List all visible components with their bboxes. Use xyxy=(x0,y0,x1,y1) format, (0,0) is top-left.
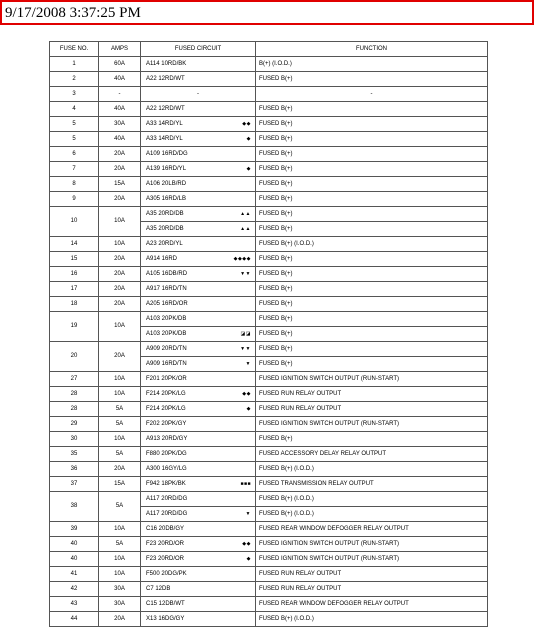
table-row xyxy=(50,132,488,147)
option-symbol-icon: ▼▼ xyxy=(240,345,251,352)
circuit-code: A106 20LB/RD xyxy=(146,180,187,187)
function-cell: FUSED B(+) xyxy=(256,132,488,147)
function-cell: FUSED B(+) xyxy=(256,162,488,177)
amps-cell: 10A xyxy=(99,432,141,447)
fuse-number-cell: 8 xyxy=(50,177,99,192)
function-cell: FUSED RUN RELAY OUTPUT xyxy=(256,402,488,417)
fused-circuit-cell xyxy=(141,492,256,507)
circuit-code: F23 20RD/OR xyxy=(146,555,185,562)
table-row xyxy=(50,462,488,477)
function-cell: FUSED B(+) xyxy=(256,327,488,342)
table-header-row xyxy=(50,42,488,57)
function-cell: FUSED REAR WINDOW DEFOGGER RELAY OUTPUT xyxy=(256,597,488,612)
amps-cell: 20A xyxy=(99,462,141,477)
amps-cell: 40A xyxy=(99,102,141,117)
circuit-code: A117 20RD/DG xyxy=(146,495,188,502)
fuse-number-cell: 42 xyxy=(50,582,99,597)
circuit-code: A33 14RD/YL xyxy=(146,135,183,142)
function-cell: FUSED B(+) (I.O.D.) xyxy=(256,462,488,477)
amps-cell: 30A xyxy=(99,117,141,132)
table-row xyxy=(50,402,488,417)
amps-cell: 20A xyxy=(99,162,141,177)
fuse-number-cell: 28 xyxy=(50,387,99,402)
fused-circuit-cell: - xyxy=(141,87,256,102)
amps-cell: 10A xyxy=(99,207,141,237)
fuse-number-cell: 38 xyxy=(50,492,99,522)
circuit-code: A22 12RD/WT xyxy=(146,105,185,112)
table-row xyxy=(50,72,488,87)
function-cell: FUSED B(+) xyxy=(256,177,488,192)
table-row xyxy=(50,522,488,537)
fuse-number-cell: 9 xyxy=(50,192,99,207)
header-amps: AMPS xyxy=(99,42,141,57)
circuit-code: A909 16RD/TN xyxy=(146,360,187,367)
option-symbol-icon: ▼ xyxy=(245,510,251,517)
table-row xyxy=(50,192,488,207)
circuit-code: A103 20PK/DB xyxy=(146,330,187,337)
fused-circuit-cell xyxy=(141,462,256,477)
fused-circuit-cell xyxy=(141,537,256,552)
table-row xyxy=(50,207,488,222)
fuse-number-cell: 44 xyxy=(50,612,99,627)
amps-cell: 20A xyxy=(99,147,141,162)
amps-cell: 20A xyxy=(99,297,141,312)
amps-cell: 20A xyxy=(99,342,141,372)
function-cell: FUSED B(+) (I.O.D.) xyxy=(256,507,488,522)
circuit-code: F880 20PK/DG xyxy=(146,450,187,457)
fused-circuit-cell xyxy=(141,147,256,162)
function-cell: FUSED B(+) xyxy=(256,192,488,207)
function-cell: FUSED B(+) (I.O.D.) xyxy=(256,492,488,507)
circuit-code: F23 20RD/OR xyxy=(146,540,185,547)
function-cell: FUSED REAR WINDOW DEFOGGER RELAY OUTPUT xyxy=(256,522,488,537)
function-cell: FUSED B(+) xyxy=(256,342,488,357)
circuit-code: A35 20RD/DB xyxy=(146,210,184,217)
fused-circuit-cell xyxy=(141,432,256,447)
amps-cell: 10A xyxy=(99,372,141,387)
circuit-code: A139 16RD/YL xyxy=(146,165,187,172)
circuit-code: C15 12DB/WT xyxy=(146,600,185,607)
header-fused-circuit: FUSED CIRCUIT xyxy=(141,42,256,57)
table-row xyxy=(50,342,488,357)
table-row xyxy=(50,102,488,117)
circuit-code: C7 12DB xyxy=(146,585,171,592)
circuit-code: A909 20RD/TN xyxy=(146,345,187,352)
function-cell: - xyxy=(256,87,488,102)
fused-circuit-cell xyxy=(141,447,256,462)
fused-circuit-cell xyxy=(141,597,256,612)
fuse-number-cell: 43 xyxy=(50,597,99,612)
table-row xyxy=(50,447,488,462)
amps-cell: 15A xyxy=(99,177,141,192)
amps-cell: 20A xyxy=(99,192,141,207)
function-cell: FUSED RUN RELAY OUTPUT xyxy=(256,387,488,402)
circuit-code: A913 20RD/GY xyxy=(146,435,188,442)
function-cell: FUSED B(+) (I.O.D.) xyxy=(256,612,488,627)
circuit-code: A305 16RD/LB xyxy=(146,195,187,202)
function-cell: FUSED B(+) xyxy=(256,102,488,117)
circuit-code: A109 16RD/DG xyxy=(146,150,188,157)
table-row xyxy=(50,312,488,327)
fuse-number-cell: 5 xyxy=(50,117,99,132)
fuse-number-cell: 5 xyxy=(50,132,99,147)
function-cell: FUSED B(+) xyxy=(256,252,488,267)
function-cell: FUSED B(+) xyxy=(256,117,488,132)
amps-cell: 20A xyxy=(99,252,141,267)
fuse-number-cell: 16 xyxy=(50,267,99,282)
amps-cell: 30A xyxy=(99,582,141,597)
amps-cell: 20A xyxy=(99,267,141,282)
amps-cell: 10A xyxy=(99,522,141,537)
circuit-code: A35 20RD/DB xyxy=(146,225,184,232)
amps-cell: 10A xyxy=(99,552,141,567)
table-row xyxy=(50,372,488,387)
circuit-code: A33 14RD/YL xyxy=(146,120,183,127)
amps-cell: 10A xyxy=(99,567,141,582)
timestamp-text: 9/17/2008 3:37:25 PM xyxy=(5,5,141,21)
function-cell: FUSED RUN RELAY OUTPUT xyxy=(256,582,488,597)
function-cell: B(+) (I.O.D.) xyxy=(256,57,488,72)
fuse-number-cell: 39 xyxy=(50,522,99,537)
fused-circuit-cell xyxy=(141,552,256,567)
fused-circuit-cell xyxy=(141,102,256,117)
circuit-code: A917 16RD/TN xyxy=(146,285,187,292)
function-cell: FUSED IGNITION SWITCH OUTPUT (RUN-START) xyxy=(256,417,488,432)
option-symbol-icon: ◪◪ xyxy=(240,330,251,337)
function-cell: FUSED IGNITION SWITCH OUTPUT (RUN-START) xyxy=(256,537,488,552)
timestamp-bar xyxy=(0,0,534,25)
fuse-number-cell: 6 xyxy=(50,147,99,162)
table-row xyxy=(50,417,488,432)
amps-cell: 15A xyxy=(99,477,141,492)
circuit-code: A103 20PK/DB xyxy=(146,315,187,322)
fused-circuit-cell xyxy=(141,222,256,237)
amps-cell: 30A xyxy=(99,597,141,612)
circuit-code: A105 16DB/RD xyxy=(146,270,188,277)
fused-circuit-cell xyxy=(141,387,256,402)
fuse-number-cell: 7 xyxy=(50,162,99,177)
circuit-code: F942 18PK/BK xyxy=(146,480,186,487)
fused-circuit-cell xyxy=(141,582,256,597)
table-row xyxy=(50,387,488,402)
fused-circuit-cell xyxy=(141,507,256,522)
circuit-code: F500 20DG/PK xyxy=(146,570,187,577)
fuse-number-cell: 10 xyxy=(50,207,99,237)
fuse-number-cell: 19 xyxy=(50,312,99,342)
table-row xyxy=(50,267,488,282)
fused-circuit-cell xyxy=(141,567,256,582)
amps-cell: 5A xyxy=(99,447,141,462)
circuit-code: A22 12RD/WT xyxy=(146,75,185,82)
circuit-code: F214 20PK/LG xyxy=(146,390,186,397)
table-row xyxy=(50,237,488,252)
fuse-number-cell: 3 xyxy=(50,87,99,102)
table-row xyxy=(50,282,488,297)
table-row xyxy=(50,162,488,177)
fused-circuit-cell xyxy=(141,402,256,417)
function-cell: FUSED IGNITION SWITCH OUTPUT (RUN-START) xyxy=(256,552,488,567)
option-symbol-icon: ◆◆ xyxy=(242,120,251,127)
function-cell: FUSED B(+) xyxy=(256,222,488,237)
circuit-code: A205 16RD/OR xyxy=(146,300,188,307)
table-row xyxy=(50,567,488,582)
fuse-number-cell: 40 xyxy=(50,552,99,567)
option-symbol-icon: ◆◆◆◆ xyxy=(233,255,251,262)
fused-circuit-cell xyxy=(141,372,256,387)
fuse-number-cell: 41 xyxy=(50,567,99,582)
fuse-number-cell: 29 xyxy=(50,417,99,432)
circuit-code: F202 20PK/GY xyxy=(146,420,187,427)
function-cell: FUSED B(+) (I.O.D.) xyxy=(256,237,488,252)
circuit-code: A117 20RD/DG xyxy=(146,510,188,517)
fused-circuit-cell xyxy=(141,612,256,627)
amps-cell: 5A xyxy=(99,537,141,552)
fused-circuit-cell xyxy=(141,132,256,147)
option-symbol-icon: ◆ xyxy=(246,405,251,412)
option-symbol-icon: ■■■ xyxy=(240,480,251,487)
table-row xyxy=(50,582,488,597)
circuit-code: A300 16GY/LG xyxy=(146,465,187,472)
table-row xyxy=(50,492,488,507)
fuse-number-cell: 15 xyxy=(50,252,99,267)
function-cell: FUSED B(+) xyxy=(256,357,488,372)
fused-circuit-cell xyxy=(141,342,256,357)
option-symbol-icon: ◆◆ xyxy=(242,540,251,547)
amps-cell: 5A xyxy=(99,417,141,432)
fused-circuit-cell xyxy=(141,417,256,432)
option-symbol-icon: ◆◆ xyxy=(242,390,251,397)
table-row xyxy=(50,252,488,267)
table-row xyxy=(50,537,488,552)
fused-circuit-cell xyxy=(141,327,256,342)
fused-circuit-cell xyxy=(141,267,256,282)
fuse-number-cell: 37 xyxy=(50,477,99,492)
function-cell: FUSED B(+) xyxy=(256,147,488,162)
circuit-code: A914 16RD xyxy=(146,255,178,262)
table-row xyxy=(50,432,488,447)
table-row xyxy=(50,297,488,312)
function-cell: FUSED B(+) xyxy=(256,282,488,297)
function-cell: FUSED TRANSMISSION RELAY OUTPUT xyxy=(256,477,488,492)
header-function: FUNCTION xyxy=(256,42,488,57)
fuse-table-body xyxy=(50,57,488,627)
fused-circuit-cell xyxy=(141,162,256,177)
amps-cell: 5A xyxy=(99,402,141,417)
fused-circuit-cell xyxy=(141,207,256,222)
table-row xyxy=(50,177,488,192)
fused-circuit-cell xyxy=(141,477,256,492)
fused-circuit-cell xyxy=(141,252,256,267)
fuse-number-cell: 27 xyxy=(50,372,99,387)
option-symbol-icon: ◆ xyxy=(246,135,251,142)
fused-circuit-cell xyxy=(141,117,256,132)
fused-circuit-cell xyxy=(141,312,256,327)
fused-circuit-cell xyxy=(141,72,256,87)
header-fuse-no: FUSE NO. xyxy=(50,42,99,57)
amps-cell: 20A xyxy=(99,612,141,627)
amps-cell: 60A xyxy=(99,57,141,72)
circuit-code: C16 20DB/GY xyxy=(146,525,185,532)
amps-cell: 40A xyxy=(99,132,141,147)
fuse-number-cell: 2 xyxy=(50,72,99,87)
table-row xyxy=(50,87,488,102)
amps-cell: 5A xyxy=(99,492,141,522)
fuse-number-cell: 18 xyxy=(50,297,99,312)
option-symbol-icon: ◆ xyxy=(246,555,251,562)
fuse-number-cell: 20 xyxy=(50,342,99,372)
fuse-number-cell: 1 xyxy=(50,57,99,72)
fuse-number-cell: 4 xyxy=(50,102,99,117)
fused-circuit-cell xyxy=(141,282,256,297)
option-symbol-icon: ▼ xyxy=(245,360,251,367)
circuit-code: F201 20PK/OR xyxy=(146,375,187,382)
function-cell: FUSED B(+) xyxy=(256,207,488,222)
fuse-number-cell: 14 xyxy=(50,237,99,252)
table-row xyxy=(50,477,488,492)
amps-cell: 10A xyxy=(99,237,141,252)
function-cell: FUSED B(+) xyxy=(256,72,488,87)
option-symbol-icon: ▲▲ xyxy=(240,225,251,232)
option-symbol-icon: ▼▼ xyxy=(240,270,251,277)
circuit-code: X13 16DG/GY xyxy=(146,615,185,622)
fused-circuit-cell xyxy=(141,237,256,252)
fused-circuit-cell xyxy=(141,297,256,312)
fuse-number-cell: 36 xyxy=(50,462,99,477)
circuit-code: F214 20PK/LG xyxy=(146,405,186,412)
table-row xyxy=(50,117,488,132)
fuse-table xyxy=(49,41,488,627)
function-cell: FUSED B(+) xyxy=(256,297,488,312)
fuse-number-cell: 35 xyxy=(50,447,99,462)
fuse-number-cell: 40 xyxy=(50,537,99,552)
fuse-number-cell: 28 xyxy=(50,402,99,417)
table-row xyxy=(50,552,488,567)
table-row xyxy=(50,147,488,162)
circuit-code: A23 20RD/YL xyxy=(146,240,183,247)
function-cell: FUSED IGNITION SWITCH OUTPUT (RUN-START) xyxy=(256,372,488,387)
amps-cell: - xyxy=(99,87,141,102)
function-cell: FUSED RUN RELAY OUTPUT xyxy=(256,567,488,582)
function-cell: FUSED B(+) xyxy=(256,432,488,447)
fused-circuit-cell xyxy=(141,192,256,207)
table-row xyxy=(50,612,488,627)
fused-circuit-cell xyxy=(141,357,256,372)
table-row xyxy=(50,597,488,612)
amps-cell: 40A xyxy=(99,72,141,87)
fuse-number-cell: 17 xyxy=(50,282,99,297)
function-cell: FUSED ACCESSORY DELAY RELAY OUTPUT xyxy=(256,447,488,462)
fused-circuit-cell xyxy=(141,522,256,537)
amps-cell: 10A xyxy=(99,387,141,402)
amps-cell: 10A xyxy=(99,312,141,342)
function-cell: FUSED B(+) xyxy=(256,312,488,327)
function-cell: FUSED B(+) xyxy=(256,267,488,282)
table-row xyxy=(50,57,488,72)
fused-circuit-cell xyxy=(141,177,256,192)
fuse-number-cell: 30 xyxy=(50,432,99,447)
option-symbol-icon: ▲▲ xyxy=(240,210,251,217)
fused-circuit-cell xyxy=(141,57,256,72)
amps-cell: 20A xyxy=(99,282,141,297)
circuit-code: A114 10RD/BK xyxy=(146,60,187,67)
option-symbol-icon: ◆ xyxy=(246,165,251,172)
